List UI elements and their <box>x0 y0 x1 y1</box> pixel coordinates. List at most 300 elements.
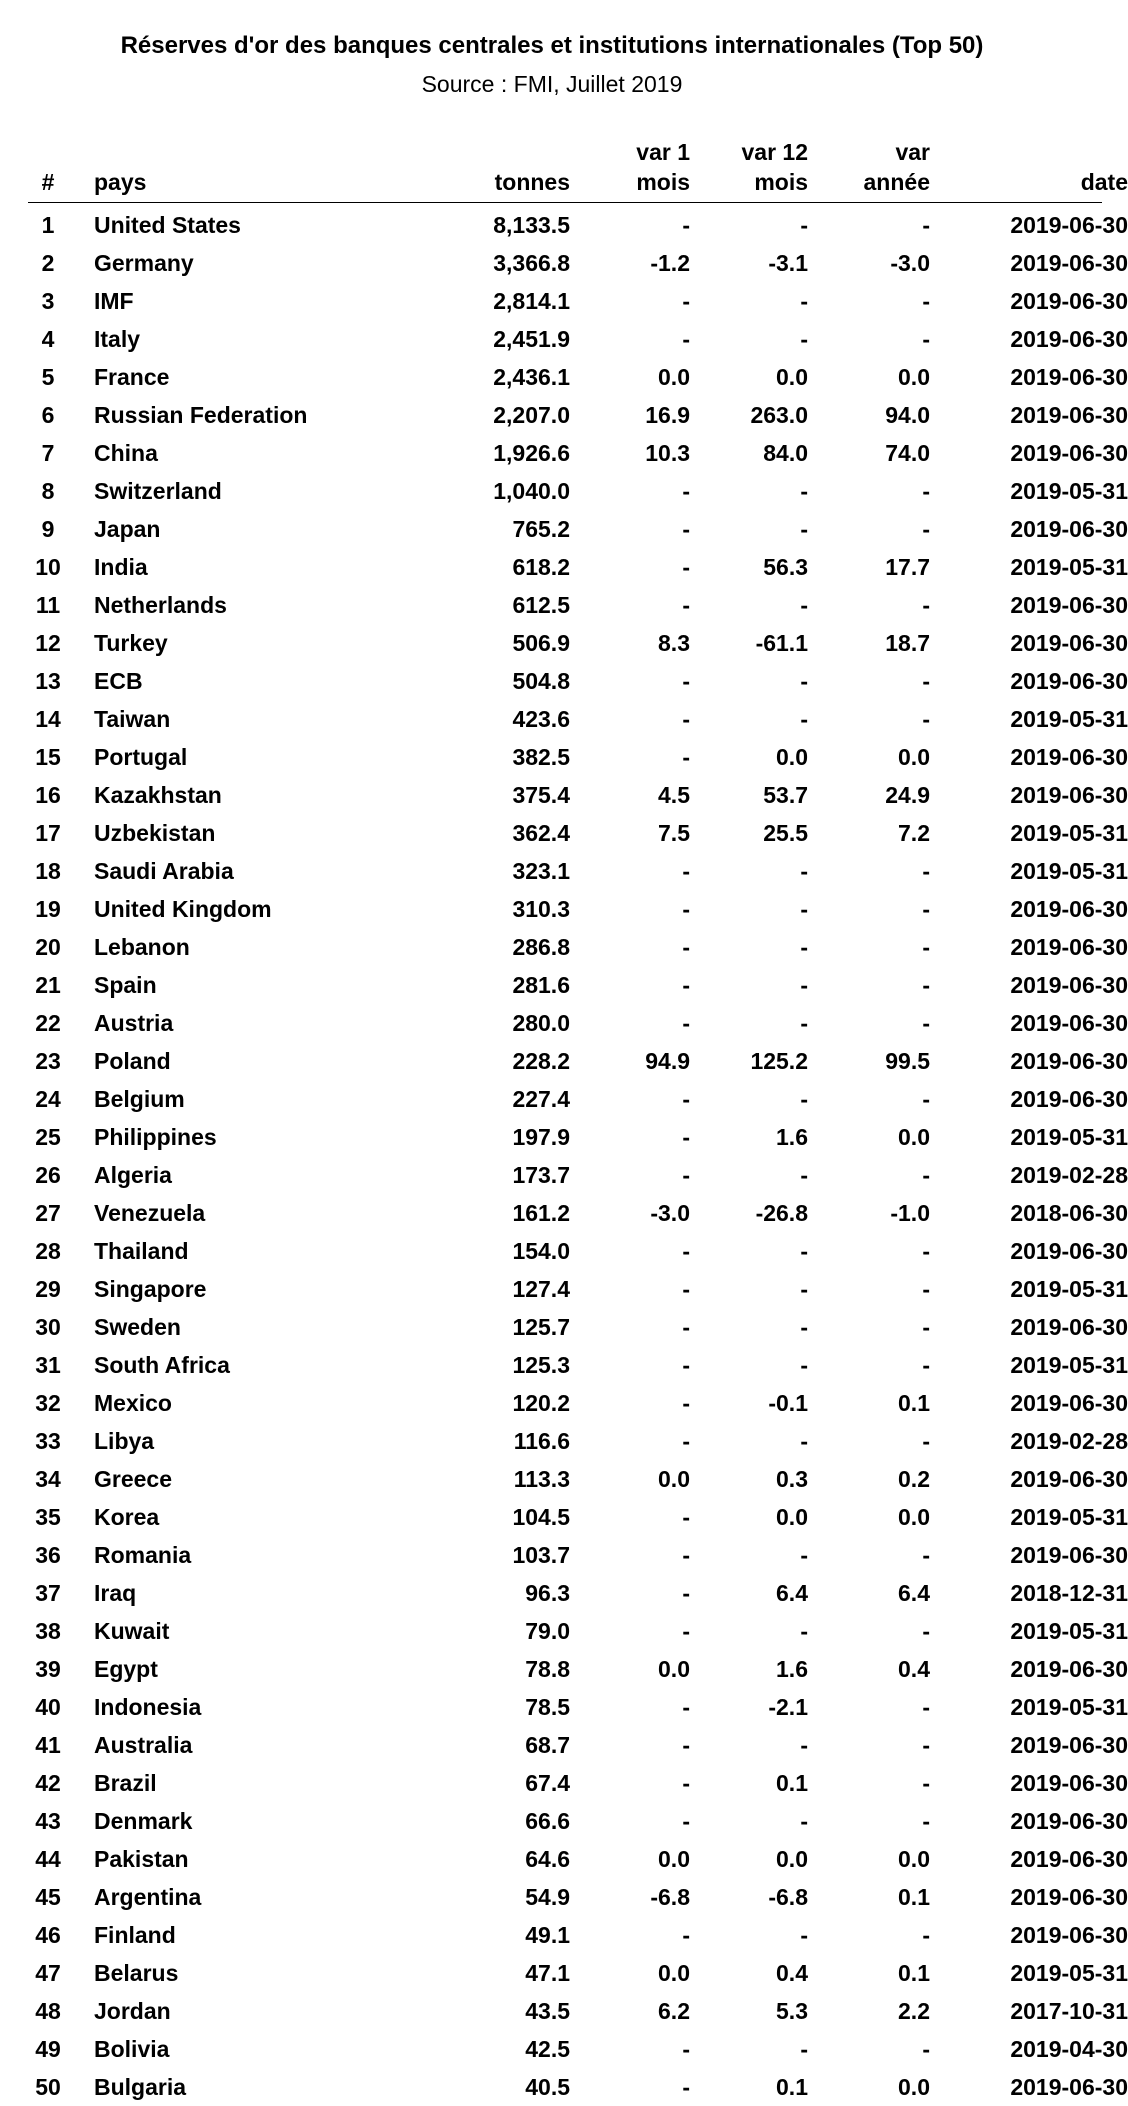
cell-pays: Indonesia <box>94 1694 202 1720</box>
cell-tonnes: 103.7 <box>512 1542 570 1568</box>
table-row <box>28 662 1128 700</box>
cell-var12: - <box>800 2036 808 2062</box>
cell-var12: 0.0 <box>776 364 808 390</box>
cell-var1: - <box>682 972 690 998</box>
cell-var1: - <box>682 668 690 694</box>
cell-tonnes: 382.5 <box>512 744 570 770</box>
table-row <box>28 1954 1128 1992</box>
cell-date: 2018-12-31 <box>1010 1580 1128 1606</box>
cell-var12: - <box>800 1428 808 1454</box>
cell-var12: 5.3 <box>776 1998 808 2024</box>
cell-rank: 31 <box>35 1352 61 1378</box>
cell-varyear: - <box>922 1276 930 1302</box>
cell-var1: -1.2 <box>650 250 690 276</box>
cell-pays: Korea <box>94 1504 160 1530</box>
cell-tonnes: 765.2 <box>512 516 570 542</box>
cell-varyear: - <box>922 858 930 884</box>
cell-date: 2019-06-30 <box>1010 1010 1128 1036</box>
cell-tonnes: 197.9 <box>512 1124 570 1150</box>
cell-pays: Finland <box>94 1922 176 1948</box>
cell-tonnes: 113.3 <box>513 1466 570 1492</box>
cell-var1: 0.0 <box>658 1960 690 1986</box>
cell-tonnes: 612.5 <box>512 592 570 618</box>
cell-tonnes: 54.9 <box>525 1884 570 1910</box>
table-row <box>28 244 1128 282</box>
table-row <box>28 1574 1128 1612</box>
table-row <box>28 1460 1128 1498</box>
cell-rank: 40 <box>35 1694 61 1720</box>
header-var1-line1: var 1 <box>636 139 690 165</box>
cell-rank: 50 <box>35 2074 61 2100</box>
table-row <box>28 510 1128 548</box>
cell-var1: 0.0 <box>658 1846 690 1872</box>
table-row <box>28 2030 1128 2068</box>
cell-rank: 14 <box>35 706 61 732</box>
cell-var12: 0.0 <box>776 1846 808 1872</box>
cell-pays: Australia <box>94 1732 193 1758</box>
cell-date: 2019-06-30 <box>1010 1466 1128 1492</box>
cell-pays: South Africa <box>94 1352 230 1378</box>
cell-date: 2019-06-30 <box>1010 1238 1128 1264</box>
table-row <box>28 2068 1128 2106</box>
cell-date: 2019-05-31 <box>1010 706 1128 732</box>
cell-date: 2019-06-30 <box>1010 250 1128 276</box>
cell-pays: Belgium <box>94 1086 185 1112</box>
cell-tonnes: 47.1 <box>525 1960 570 1986</box>
cell-varyear: - <box>922 288 930 314</box>
cell-pays: Romania <box>94 1542 192 1568</box>
cell-rank: 34 <box>35 1466 61 1492</box>
cell-var12: - <box>800 858 808 884</box>
cell-tonnes: 323.1 <box>512 858 570 884</box>
cell-varyear: - <box>922 516 930 542</box>
cell-date: 2019-06-30 <box>1010 1884 1128 1910</box>
cell-var12: - <box>800 1542 808 1568</box>
cell-rank: 42 <box>35 1770 61 1796</box>
cell-varyear: - <box>922 972 930 998</box>
cell-var12: -6.8 <box>768 1884 808 1910</box>
cell-var1: -3.0 <box>650 1200 690 1226</box>
table-row <box>28 966 1128 1004</box>
cell-varyear: - <box>922 2036 930 2062</box>
cell-var12: 0.0 <box>776 1504 808 1530</box>
cell-tonnes: 286.8 <box>512 934 570 960</box>
cell-tonnes: 79.0 <box>525 1618 570 1644</box>
cell-date: 2018-06-30 <box>1010 1200 1128 1226</box>
table-row <box>28 1422 1128 1460</box>
cell-var1: 16.9 <box>645 402 690 428</box>
cell-pays: Pakistan <box>94 1846 189 1872</box>
cell-date: 2019-02-28 <box>1010 1162 1128 1188</box>
cell-var12: -3.1 <box>768 250 808 276</box>
cell-tonnes: 1,926.6 <box>493 440 570 466</box>
cell-pays: Algeria <box>94 1162 172 1188</box>
cell-pays: Egypt <box>94 1656 158 1682</box>
cell-date: 2017-10-31 <box>1010 1998 1128 2024</box>
cell-tonnes: 506.9 <box>512 630 570 656</box>
cell-varyear: 0.2 <box>898 1466 930 1492</box>
cell-var12: - <box>800 1732 808 1758</box>
cell-varyear: 0.4 <box>898 1656 930 1682</box>
cell-varyear: - <box>922 478 930 504</box>
cell-rank: 44 <box>35 1846 61 1872</box>
table-row <box>28 1270 1128 1308</box>
cell-tonnes: 154.0 <box>512 1238 570 1264</box>
table-row <box>28 1802 1128 1840</box>
cell-pays: Switzerland <box>94 478 222 504</box>
cell-rank: 6 <box>41 402 55 428</box>
cell-rank: 45 <box>35 1884 61 1910</box>
table-row <box>28 548 1128 586</box>
table-row <box>28 1118 1128 1156</box>
cell-var1: - <box>682 1276 690 1302</box>
header-varyear-line1: var <box>895 139 930 165</box>
cell-tonnes: 8,133.5 <box>493 212 570 238</box>
table-row <box>28 396 1128 434</box>
cell-var1: - <box>682 1162 690 1188</box>
table-row <box>28 282 1128 320</box>
cell-varyear: -3.0 <box>890 250 930 276</box>
cell-var12: - <box>800 706 808 732</box>
cell-rank: 5 <box>41 364 55 390</box>
cell-var12: - <box>800 1238 808 1264</box>
cell-varyear: - <box>922 1694 930 1720</box>
cell-varyear: - <box>922 592 930 618</box>
cell-pays: Germany <box>94 250 194 276</box>
cell-varyear: 94.0 <box>885 402 930 428</box>
cell-varyear: - <box>922 896 930 922</box>
cell-tonnes: 125.7 <box>512 1314 570 1340</box>
cell-var1: - <box>682 1390 690 1416</box>
cell-pays: France <box>94 364 170 390</box>
cell-rank: 8 <box>41 478 55 504</box>
cell-var1: - <box>682 326 690 352</box>
cell-varyear: 2.2 <box>898 1998 930 2024</box>
cell-var1: 6.2 <box>658 1998 690 2024</box>
cell-var12: 56.3 <box>763 554 808 580</box>
cell-varyear: - <box>922 668 930 694</box>
cell-rank: 41 <box>35 1732 61 1758</box>
cell-rank: 39 <box>35 1656 61 1682</box>
cell-var1: - <box>682 1808 690 1834</box>
cell-var12: -61.1 <box>755 630 808 656</box>
cell-varyear: - <box>922 1618 930 1644</box>
cell-var1: 0.0 <box>658 1466 690 1492</box>
cell-rank: 1 <box>41 212 55 238</box>
cell-var12: - <box>800 1922 808 1948</box>
cell-pays: Portugal <box>94 744 188 770</box>
cell-tonnes: 362.4 <box>512 820 570 846</box>
cell-var12: - <box>800 1808 808 1834</box>
cell-tonnes: 78.8 <box>525 1656 570 1682</box>
cell-var12: 0.3 <box>776 1466 808 1492</box>
cell-date: 2019-05-31 <box>1010 1694 1128 1720</box>
cell-rank: 35 <box>35 1504 61 1530</box>
cell-pays: Uzbekistan <box>94 820 216 846</box>
cell-rank: 10 <box>35 554 61 580</box>
table-row <box>28 1042 1128 1080</box>
cell-pays: India <box>94 554 148 580</box>
cell-varyear: 24.9 <box>885 782 930 808</box>
cell-date: 2019-06-30 <box>1010 744 1128 770</box>
cell-date: 2019-05-31 <box>1010 1504 1128 1530</box>
cell-var1: - <box>682 1124 690 1150</box>
cell-var1: - <box>682 592 690 618</box>
cell-varyear: - <box>922 1428 930 1454</box>
cell-rank: 16 <box>35 782 61 808</box>
cell-var1: - <box>682 1428 690 1454</box>
cell-var12: - <box>800 896 808 922</box>
cell-var1: - <box>682 2074 690 2100</box>
cell-rank: 24 <box>35 1086 61 1112</box>
cell-pays: China <box>94 440 158 466</box>
cell-pays: Lebanon <box>94 934 190 960</box>
cell-date: 2019-02-28 <box>1010 1428 1128 1454</box>
cell-rank: 29 <box>35 1276 61 1302</box>
cell-var1: - <box>682 1732 690 1758</box>
cell-var12: 25.5 <box>763 820 808 846</box>
cell-var1: - <box>682 706 690 732</box>
cell-date: 2019-06-30 <box>1010 288 1128 314</box>
cell-var1: - <box>682 2036 690 2062</box>
cell-tonnes: 2,814.1 <box>493 288 570 314</box>
cell-date: 2019-05-31 <box>1010 1352 1128 1378</box>
cell-var1: 8.3 <box>658 630 690 656</box>
cell-date: 2019-06-30 <box>1010 440 1128 466</box>
cell-tonnes: 43.5 <box>525 1998 570 2024</box>
cell-var1: - <box>682 1504 690 1530</box>
cell-pays: Japan <box>94 516 161 542</box>
cell-var12: 125.2 <box>750 1048 808 1074</box>
cell-tonnes: 2,451.9 <box>493 326 570 352</box>
table-row <box>28 206 1128 244</box>
cell-var12: - <box>800 1618 808 1644</box>
table-row <box>28 1612 1128 1650</box>
cell-tonnes: 2,436.1 <box>493 364 570 390</box>
cell-pays: Denmark <box>94 1808 193 1834</box>
header-var1-line2: mois <box>636 169 690 195</box>
cell-var1: - <box>682 1352 690 1378</box>
cell-var12: - <box>800 288 808 314</box>
cell-varyear: - <box>922 1922 930 1948</box>
cell-var1: - <box>682 288 690 314</box>
cell-pays: Poland <box>94 1048 171 1074</box>
cell-date: 2019-06-30 <box>1010 516 1128 542</box>
cell-tonnes: 227.4 <box>512 1086 570 1112</box>
page-subtitle: Source : FMI, Juillet 2019 <box>421 71 683 97</box>
cell-var12: 263.0 <box>750 402 808 428</box>
cell-date: 2019-06-30 <box>1010 326 1128 352</box>
table-row <box>28 624 1128 662</box>
cell-date: 2019-06-30 <box>1010 782 1128 808</box>
table-row <box>28 1764 1128 1802</box>
cell-varyear: 0.0 <box>898 1504 930 1530</box>
cell-var1: - <box>682 1618 690 1644</box>
table-row <box>28 1194 1128 1232</box>
cell-date: 2019-06-30 <box>1010 212 1128 238</box>
table-row <box>28 700 1128 738</box>
cell-pays: United Kingdom <box>94 896 272 922</box>
cell-var1: - <box>682 516 690 542</box>
cell-date: 2019-06-30 <box>1010 934 1128 960</box>
cell-date: 2019-05-31 <box>1010 478 1128 504</box>
cell-rank: 25 <box>35 1124 61 1150</box>
cell-tonnes: 116.6 <box>513 1428 570 1454</box>
cell-rank: 38 <box>35 1618 61 1644</box>
cell-var12: 0.1 <box>776 1770 808 1796</box>
cell-pays: Greece <box>94 1466 173 1492</box>
cell-var12: - <box>800 1086 808 1112</box>
cell-date: 2019-06-30 <box>1010 1846 1128 1872</box>
table-row <box>28 586 1128 624</box>
cell-var12: - <box>800 1276 808 1302</box>
cell-date: 2019-06-30 <box>1010 592 1128 618</box>
table-row <box>28 1536 1128 1574</box>
cell-date: 2019-05-31 <box>1010 858 1128 884</box>
cell-varyear: - <box>922 1352 930 1378</box>
cell-date: 2019-06-30 <box>1010 1390 1128 1416</box>
cell-pays: Taiwan <box>94 706 171 732</box>
cell-var12: -26.8 <box>755 1200 808 1226</box>
cell-rank: 7 <box>41 440 55 466</box>
cell-rank: 2 <box>41 250 55 276</box>
header-date: date <box>1080 169 1128 195</box>
cell-varyear: - <box>922 1010 930 1036</box>
cell-varyear: 0.0 <box>898 364 930 390</box>
cell-date: 2019-06-30 <box>1010 1808 1128 1834</box>
header-var12-line2: mois <box>754 169 808 195</box>
cell-date: 2019-05-31 <box>1010 1124 1128 1150</box>
cell-var12: 0.4 <box>776 1960 808 1986</box>
cell-varyear: 18.7 <box>885 630 930 656</box>
page-title: Réserves d'or des banques centrales et institutions internationales (Top 50) <box>120 32 984 59</box>
cell-rank: 33 <box>35 1428 61 1454</box>
cell-pays: Italy <box>94 326 141 352</box>
cell-var12: 6.4 <box>776 1580 808 1606</box>
cell-pays: Kazakhstan <box>94 782 222 808</box>
table-row <box>28 1878 1128 1916</box>
cell-var12: 0.1 <box>776 2074 808 2100</box>
cell-rank: 32 <box>35 1390 61 1416</box>
cell-var12: - <box>800 478 808 504</box>
cell-rank: 23 <box>35 1048 61 1074</box>
cell-rank: 37 <box>35 1580 61 1606</box>
cell-pays: United States <box>94 212 241 238</box>
cell-tonnes: 310.3 <box>512 896 570 922</box>
table-row <box>28 320 1128 358</box>
cell-rank: 13 <box>35 668 61 694</box>
table-row <box>28 1156 1128 1194</box>
cell-pays: Kuwait <box>94 1618 170 1644</box>
cell-var12: - <box>800 972 808 998</box>
cell-varyear: 99.5 <box>885 1048 930 1074</box>
cell-pays: Turkey <box>94 630 168 656</box>
cell-pays: IMF <box>94 288 134 314</box>
cell-var12: - <box>800 326 808 352</box>
table-header <box>28 132 1128 203</box>
cell-varyear: - <box>922 1732 930 1758</box>
table-row <box>28 1840 1128 1878</box>
cell-pays: Argentina <box>94 1884 202 1910</box>
cell-tonnes: 78.5 <box>525 1694 570 1720</box>
cell-date: 2019-06-30 <box>1010 402 1128 428</box>
cell-rank: 43 <box>35 1808 61 1834</box>
cell-date: 2019-06-30 <box>1010 1048 1128 1074</box>
cell-pays: Singapore <box>94 1276 207 1302</box>
cell-rank: 11 <box>35 592 61 618</box>
cell-date: 2019-05-31 <box>1010 1618 1128 1644</box>
cell-var1: - <box>682 744 690 770</box>
table-row <box>28 434 1128 472</box>
cell-rank: 22 <box>35 1010 61 1036</box>
cell-tonnes: 42.5 <box>525 2036 570 2062</box>
cell-pays: Saudi Arabia <box>94 858 234 884</box>
cell-date: 2019-04-30 <box>1010 2036 1128 2062</box>
cell-var12: - <box>800 1162 808 1188</box>
table-row <box>28 890 1128 928</box>
cell-varyear: - <box>922 1086 930 1112</box>
cell-date: 2019-06-30 <box>1010 1542 1128 1568</box>
cell-pays: Libya <box>94 1428 155 1454</box>
cell-pays: Spain <box>94 972 157 998</box>
cell-var1: 7.5 <box>658 820 690 846</box>
header-var12-line1: var 12 <box>741 139 808 165</box>
cell-tonnes: 64.6 <box>525 1846 570 1872</box>
cell-varyear: 0.0 <box>898 744 930 770</box>
cell-tonnes: 423.6 <box>512 706 570 732</box>
cell-var1: - <box>682 1580 690 1606</box>
table-row <box>28 1384 1128 1422</box>
cell-tonnes: 161.2 <box>512 1200 570 1226</box>
cell-pays: Bulgaria <box>94 2074 187 2100</box>
cell-varyear: - <box>922 1808 930 1834</box>
cell-pays: Philippines <box>94 1124 217 1150</box>
cell-varyear: 0.1 <box>898 1960 930 1986</box>
cell-var12: 84.0 <box>763 440 808 466</box>
cell-date: 2019-06-30 <box>1010 364 1128 390</box>
cell-rank: 46 <box>35 1922 61 1948</box>
cell-tonnes: 281.6 <box>512 972 570 998</box>
cell-var1: -6.8 <box>650 1884 690 1910</box>
cell-varyear: 0.1 <box>898 1390 930 1416</box>
cell-tonnes: 68.7 <box>525 1732 570 1758</box>
cell-date: 2019-05-31 <box>1010 1960 1128 1986</box>
cell-date: 2019-06-30 <box>1010 1922 1128 1948</box>
cell-pays: Brazil <box>94 1770 157 1796</box>
cell-tonnes: 125.3 <box>512 1352 570 1378</box>
cell-var12: - <box>800 1352 808 1378</box>
table-row <box>28 814 1128 852</box>
table-row <box>28 1688 1128 1726</box>
cell-pays: Sweden <box>94 1314 181 1340</box>
cell-var1: 94.9 <box>645 1048 690 1074</box>
cell-varyear: 0.0 <box>898 1124 930 1150</box>
table-body <box>28 206 1128 2106</box>
cell-date: 2019-05-31 <box>1010 1276 1128 1302</box>
cell-var12: -2.1 <box>768 1694 808 1720</box>
cell-tonnes: 104.5 <box>512 1504 570 1530</box>
cell-tonnes: 618.2 <box>512 554 570 580</box>
cell-pays: Bolivia <box>94 2036 170 2062</box>
cell-rank: 28 <box>35 1238 61 1264</box>
header-pays: pays <box>94 169 147 195</box>
cell-pays: ECB <box>94 668 143 694</box>
cell-varyear: 6.4 <box>898 1580 930 1606</box>
cell-tonnes: 127.4 <box>512 1276 570 1302</box>
cell-pays: Austria <box>94 1010 174 1036</box>
cell-rank: 4 <box>41 326 55 352</box>
table-row <box>28 1916 1128 1954</box>
